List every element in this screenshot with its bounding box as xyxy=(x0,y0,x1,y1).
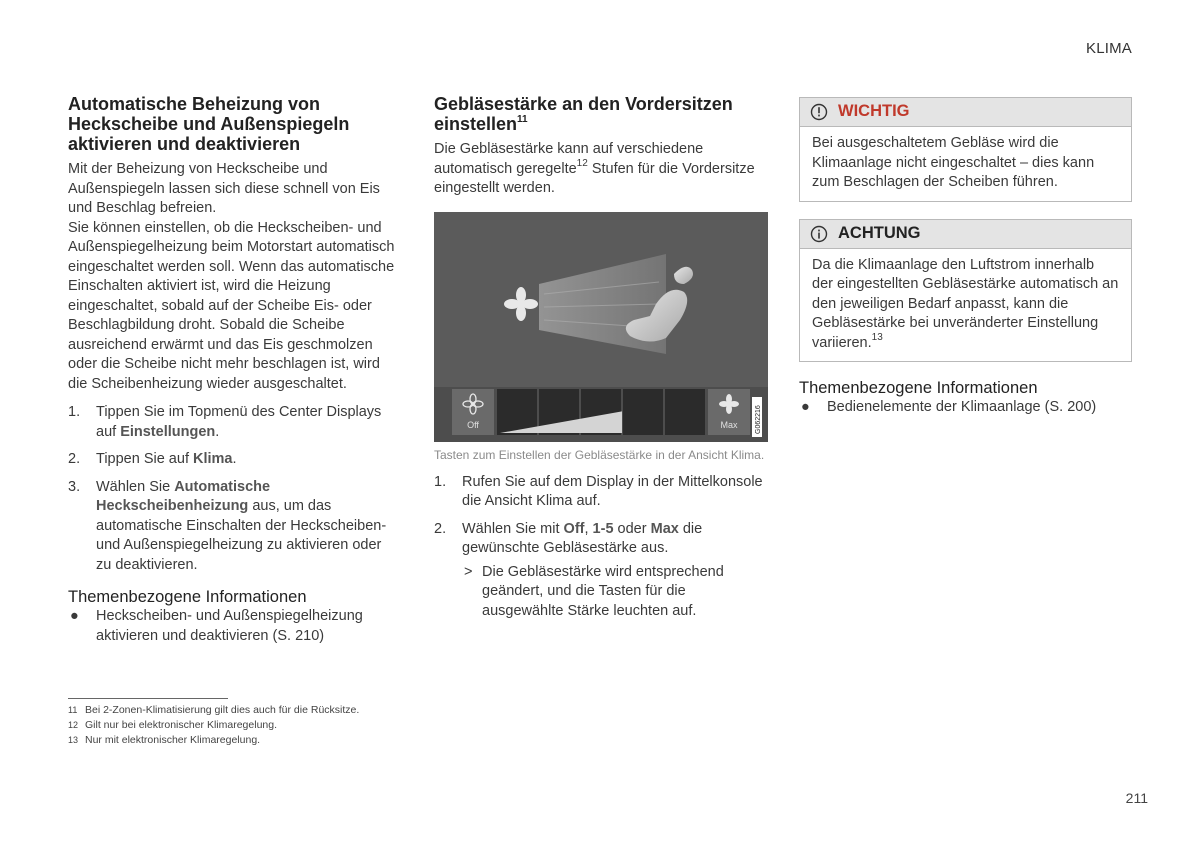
note-box xyxy=(799,219,1132,363)
figure-caption: Tasten zum Einstellen der Gebläsestärke in der Ansicht Klima. xyxy=(434,447,765,462)
footnote-item xyxy=(68,703,398,718)
step-bold-max: Max xyxy=(650,520,679,537)
note-body: Da die Klimaanlage den Luftstrom innerhalb der eingestellten Gebläsestärke automatisch an den jeweiligen Bedarf anpasst, kann die Gebläsestärke bei unveränderter Einstellung variieren. xyxy=(812,256,1119,351)
warning-title: WICHTIG xyxy=(838,102,910,121)
step-sep: oder xyxy=(613,520,651,537)
step-number: 1. xyxy=(68,404,81,420)
result-text: Die Gebläsestärke wird entsprechend geändert, und die Tasten für die ausgewählte Stärke leuchten auf. xyxy=(482,563,724,619)
step-number: 2. xyxy=(68,451,81,467)
steps-list-heating xyxy=(68,403,398,575)
step-item xyxy=(68,450,398,470)
footnote-ref: 11 xyxy=(517,114,528,125)
section-title-fan xyxy=(434,94,770,134)
intro-paragraph: Mit der Beheizung von Heckscheibe und Außenspiegeln lassen sich diese schnell von Eis und Beschlag befreien. xyxy=(68,161,380,216)
note-header xyxy=(800,220,1131,249)
max-label: Max xyxy=(720,419,738,430)
step-text: Wählen Sie mit xyxy=(462,520,564,537)
footnote-number: 11 xyxy=(68,705,78,715)
step-number: 1. xyxy=(434,473,447,490)
warning-header xyxy=(800,98,1131,127)
footnote-number: 13 xyxy=(68,735,79,745)
step-bold-range: 1-5 xyxy=(592,520,614,537)
warning-icon xyxy=(810,103,828,121)
footnote-text: Bei 2-Zonen-Klimatisierung gilt dies auch für die Rücksitze. xyxy=(85,704,360,716)
related-info-item[interactable] xyxy=(799,398,1132,418)
related-info-title: Themenbezogene Informationen xyxy=(68,588,307,606)
note-title: ACHTUNG xyxy=(838,223,921,242)
step-text-end: . xyxy=(215,423,220,440)
step-text: Rufen Sie auf dem Display in der Mittelkonsole die Ansicht Klima auf. xyxy=(462,473,763,509)
result-marker: > xyxy=(464,563,473,580)
step-item xyxy=(434,520,770,559)
note-text xyxy=(800,249,1131,362)
chapter-header: KLIMA xyxy=(1085,40,1132,57)
step-text: Wählen Sie xyxy=(96,478,175,495)
step-bold: Einstellungen xyxy=(120,423,216,440)
footnote-ref: 13 xyxy=(871,331,883,343)
steps-list-fan xyxy=(434,473,770,559)
column-right xyxy=(799,97,1132,418)
step-text-end: aus, um das automatische Einschalten der Heckscheiben- und Außenspiegelheizung zu aktivieren oder zu deaktivieren. xyxy=(96,498,387,573)
footnote-item xyxy=(68,718,398,733)
column-middle xyxy=(434,94,770,621)
warning-box xyxy=(799,97,1132,202)
step-sep: , xyxy=(584,520,593,537)
step-text-end: die gewünschte Gebläsestärke aus. xyxy=(462,520,703,556)
section-title-heating: Automatische Beheizung von Heckscheibe und Außenspiegeln aktivieren und deaktivieren xyxy=(68,94,350,154)
step-number: 2. xyxy=(434,520,447,537)
fan-icon xyxy=(504,287,538,321)
step-bold-off: Off xyxy=(563,520,585,537)
step-item xyxy=(68,403,398,442)
intro-text: Die Gebläsestärke kann auf verschiedene automatisch geregelte xyxy=(434,141,704,177)
intro-text-end: Stufen für die Vordersitze eingestellt werden. xyxy=(434,160,755,196)
footnotes xyxy=(68,698,398,748)
title-text: Gebläsestärke an den Vordersitzen einstellen xyxy=(434,94,733,134)
warning-text: Bei ausgeschaltetem Gebläse wird die Klimaanlage nicht eingeschaltet – dies kann zum Beschlagen der Scheiben führen. xyxy=(812,135,1095,190)
related-info-title: Themenbezogene Informationen xyxy=(799,379,1038,397)
related-link-text[interactable]: Bedienelemente der Klimaanlage (S. 200) xyxy=(827,399,1097,415)
step-text: Tippen Sie im Topmenü des Center Displays auf xyxy=(96,404,382,440)
step-item xyxy=(434,473,770,512)
step-text: Tippen Sie auf xyxy=(96,451,193,467)
page-number: 211 xyxy=(1125,790,1148,806)
step-bold: Automatische Heckscheibenheizung xyxy=(96,478,271,514)
footnote-text: Nur mit elektronischer Klimaregelung. xyxy=(85,734,261,746)
footnote-number: 12 xyxy=(68,720,79,730)
related-info-list xyxy=(799,398,1132,418)
related-info-item[interactable] xyxy=(68,607,398,646)
step-result xyxy=(434,563,770,622)
related-info-list xyxy=(68,607,398,646)
fan-level-segment[interactable] xyxy=(623,389,663,435)
column-left xyxy=(68,94,398,646)
figure-code: G062216 xyxy=(755,404,762,434)
step-item xyxy=(68,478,398,576)
body-paragraph: Sie können einstellen, ob die Heckscheiben- und Außenspiegelheizung beim Motorstart automatisch eingeschaltet werden soll. Wenn das automatische Einschalten aktiviert ist, wird die Heizung eingeschaltet, sobald auf der Scheibe Eis- oder Beschlagbildung droht. Sobald die Scheibe ausreichend erwärmt und das Eis geschmolzen oder die Scheibe nicht mehr beschlagen ist, wird die Scheibenheizung wieder ausgeschaltet. xyxy=(68,219,395,392)
fan-level-segment[interactable] xyxy=(665,389,705,435)
related-link-text[interactable]: Heckscheiben- und Außenspiegelheizung aktivieren und deaktivieren (S. 210) xyxy=(96,608,363,644)
bullet-icon: ● xyxy=(801,399,810,415)
bullet-icon: ● xyxy=(70,608,79,624)
footnote-item xyxy=(68,733,398,748)
footnote-text: Gilt nur bei elektronischer Klimaregelung. xyxy=(85,719,278,731)
off-label: Off xyxy=(467,419,479,430)
intro-paragraph-fan xyxy=(434,140,770,199)
fan-speed-illustration xyxy=(434,212,768,442)
step-bold: Klima xyxy=(193,451,233,467)
info-icon xyxy=(810,225,828,243)
footnote-ref: 12 xyxy=(576,157,588,169)
step-number: 3. xyxy=(68,478,81,495)
footnote-divider xyxy=(68,698,228,699)
step-text-end: . xyxy=(232,451,237,467)
fan-speed-screen xyxy=(434,212,768,442)
